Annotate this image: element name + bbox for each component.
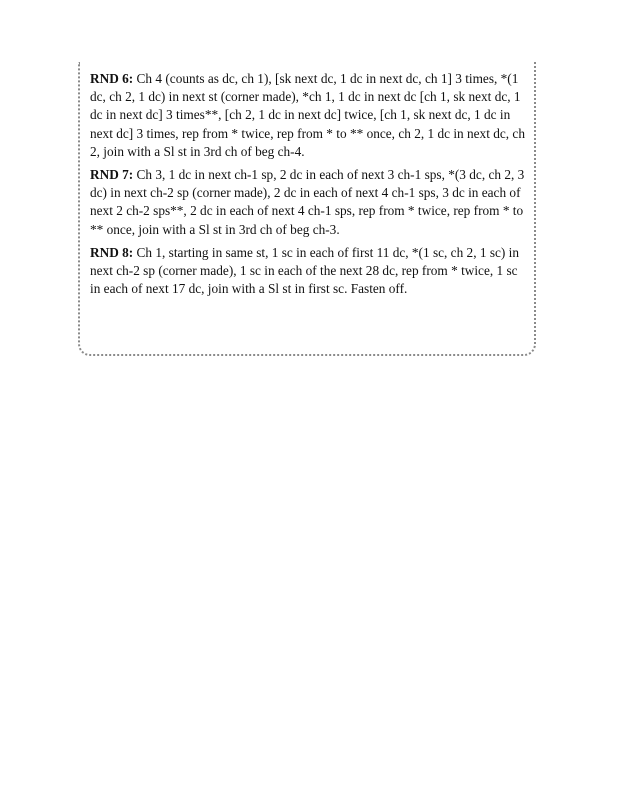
round-6 bbox=[90, 70, 525, 161]
round-7-label: RND 7: bbox=[90, 167, 134, 183]
round-8-text: Ch 1, starting in same st, 1 sc in each of first 11 dc, *(1 sc, ch 2, 1 sc) in next ch-2 sp (corner made), 1 sc in each of the next 28 dc, rep from * twice, 1 sc in each of next 17 dc, join with a Sl st in first sc. Fasten off. bbox=[90, 244, 520, 297]
round-8 bbox=[90, 244, 525, 299]
round-8-label: RND 8: bbox=[90, 244, 134, 260]
round-7 bbox=[90, 166, 525, 239]
round-6-text: Ch 4 (counts as dc, ch 1), [sk next dc, 1 dc in next dc, ch 1] 3 times, *(1 dc, ch 2, 1 dc) in next st (corner made), *ch 1, 1 dc in next dc [ch 1, sk next dc, 1 dc in next dc] 3 times**, [ch 2, 1 dc in next dc] twice, [ch 1, sk next dc, 1 dc in next dc] 3 times, rep from * twice, rep from * to ** once, ch 2, 1 dc in next dc, ch 2, join with a Sl st in 3rd ch of beg ch-4. bbox=[90, 71, 525, 159]
round-6-label: RND 6: bbox=[90, 71, 134, 86]
round-7-text: Ch 3, 1 dc in next ch-1 sp, 2 dc in each of next 3 ch-1 sps, *(3 dc, ch 2, 3 dc) in next ch-2 sp (corner made), 2 dc in each of next 4 ch-1 sps, 3 dc in each of next 2 ch-2 sps**, 2 dc in each of next 4 ch-1 sps, rep from * twice, rep from * to ** once, join with a Sl st in 3rd ch of beg ch-3. bbox=[90, 167, 525, 237]
pattern-instructions bbox=[90, 70, 525, 303]
